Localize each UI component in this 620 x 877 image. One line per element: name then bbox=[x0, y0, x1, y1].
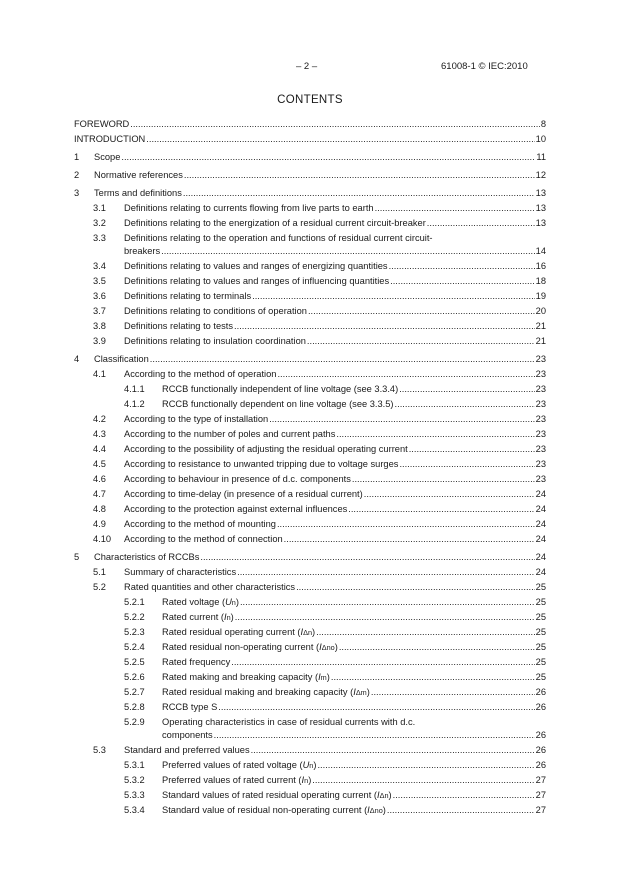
toc-entry-symbol: I bbox=[300, 627, 304, 637]
toc-entry-page: 19 bbox=[535, 291, 546, 301]
toc-entry-line bbox=[124, 502, 546, 517]
toc-entry-page: 24 bbox=[535, 552, 546, 562]
toc-entry-title: Rated voltage (Un) bbox=[162, 597, 239, 607]
toc-entry-page: 23 bbox=[535, 414, 546, 424]
toc-entry-line bbox=[124, 442, 546, 457]
toc-entry-title: INTRODUCTION bbox=[74, 134, 146, 144]
toc-entry[interactable] bbox=[74, 670, 546, 685]
toc-entry-title: According to the type of installation bbox=[124, 414, 269, 424]
toc-entry-subscript: Δm bbox=[355, 688, 367, 697]
toc-entry-number: 5.2.5 bbox=[124, 657, 145, 667]
toc-leader-dots bbox=[234, 319, 535, 334]
toc-entry[interactable] bbox=[74, 201, 546, 216]
toc-leader-dots bbox=[231, 655, 534, 670]
toc-entry-number: 5.2.6 bbox=[124, 672, 145, 682]
toc-entry-page: 12 bbox=[535, 170, 546, 180]
toc-entry-line bbox=[94, 550, 546, 565]
toc-entry-number: 4.6 bbox=[93, 474, 106, 484]
toc-entry[interactable] bbox=[74, 595, 546, 610]
toc-entry-title: According to the method of operation bbox=[124, 369, 277, 379]
toc-leader-dots bbox=[150, 352, 535, 367]
toc-leader-dots bbox=[393, 788, 535, 803]
toc-entry-number: 5.2.9 bbox=[124, 717, 145, 727]
toc-leader-dots bbox=[296, 580, 535, 595]
toc-entry[interactable] bbox=[74, 304, 546, 319]
toc-leader-dots bbox=[316, 625, 535, 640]
toc-entry-page: 23 bbox=[535, 399, 546, 409]
toc-entry-number: 5 bbox=[74, 552, 80, 562]
toc-entry-page: 20 bbox=[535, 306, 546, 316]
toc-entry-line bbox=[162, 595, 546, 610]
toc-entry-subscript: n bbox=[309, 761, 314, 770]
toc-entry[interactable] bbox=[74, 550, 546, 565]
toc-entry-title: Classification bbox=[94, 354, 149, 364]
toc-entry-title: Preferred values of rated voltage (Un) bbox=[162, 760, 317, 770]
toc-entry-line bbox=[124, 457, 546, 472]
toc-entry-subscript: n bbox=[231, 598, 236, 607]
toc-entry-number: 3.2 bbox=[93, 218, 106, 228]
toc-leader-dots bbox=[312, 773, 534, 788]
toc-leader-dots bbox=[146, 132, 534, 147]
toc-entry-line bbox=[124, 201, 546, 216]
toc-leader-dots bbox=[399, 457, 534, 472]
toc-entry-line bbox=[74, 132, 546, 147]
toc-entry-number: 5.3.4 bbox=[124, 805, 145, 815]
toc-entry-page: 23 bbox=[535, 474, 546, 484]
toc-entry-page: 16 bbox=[535, 261, 546, 271]
toc-entry-number: 5.2.7 bbox=[124, 687, 145, 697]
toc-entry-title: Standard values of rated residual operating current (IΔn) bbox=[162, 790, 392, 800]
toc-entry[interactable] bbox=[74, 532, 546, 547]
toc-entry[interactable] bbox=[74, 517, 546, 532]
toc-entry-subscript: m bbox=[320, 673, 327, 682]
toc-entry[interactable] bbox=[74, 186, 546, 201]
toc-entry[interactable] bbox=[74, 640, 546, 655]
toc-entry-title: Standard and preferred values bbox=[124, 745, 250, 755]
toc-entry-number: 4.3 bbox=[93, 429, 106, 439]
toc-entry-title: According to behaviour in presence of d.c. components bbox=[124, 474, 351, 484]
toc-entry-title: Summary of characteristics bbox=[124, 567, 237, 577]
toc-entry[interactable] bbox=[74, 685, 546, 700]
toc-entry-line bbox=[124, 244, 546, 259]
toc-leader-dots bbox=[235, 610, 535, 625]
toc-entry-title: Terms and definitions bbox=[94, 188, 182, 198]
toc-entry-title: Rated residual non-operating current (IΔno) bbox=[162, 642, 338, 652]
toc-entry-symbol: I bbox=[318, 672, 321, 682]
toc-leader-dots bbox=[375, 201, 535, 216]
toc-entry-line bbox=[124, 216, 546, 231]
toc-entry-page: 13 bbox=[535, 203, 546, 213]
toc-entry-number: 3.7 bbox=[93, 306, 106, 316]
toc-entry-number: 3.6 bbox=[93, 291, 106, 301]
toc-entry-line bbox=[124, 319, 546, 334]
toc-entry-number: 5.1 bbox=[93, 567, 106, 577]
toc-leader-dots bbox=[308, 304, 535, 319]
toc-entry-number: 4.10 bbox=[93, 534, 112, 544]
toc-entry-line bbox=[162, 655, 546, 670]
toc-entry-page: 27 bbox=[535, 775, 546, 785]
toc-entry-title: According to the protection against external influences bbox=[124, 504, 348, 514]
toc-entry-number: 5.3.3 bbox=[124, 790, 145, 800]
toc-entry[interactable] bbox=[74, 319, 546, 334]
toc-entry-line bbox=[162, 670, 546, 685]
toc-entry[interactable] bbox=[74, 803, 546, 818]
toc-entry-number: 5.3 bbox=[93, 745, 106, 755]
toc-entry[interactable] bbox=[74, 487, 546, 502]
toc-leader-dots bbox=[130, 117, 540, 132]
toc-entry-title: components bbox=[162, 730, 213, 740]
toc-entry-line bbox=[162, 803, 546, 818]
toc-entry-line bbox=[162, 700, 546, 715]
toc-entry-line bbox=[124, 427, 546, 442]
toc-entry-line bbox=[124, 367, 546, 382]
toc-entry-symbol: U bbox=[302, 760, 310, 770]
toc-entry-line bbox=[162, 610, 546, 625]
toc-entry[interactable] bbox=[74, 397, 546, 412]
toc-entry-line bbox=[124, 274, 546, 289]
toc-entry-subscript: Δno bbox=[321, 643, 335, 652]
toc-entry[interactable] bbox=[74, 427, 546, 442]
toc-entry-page: 23 bbox=[535, 354, 546, 364]
toc-entry-page: 24 bbox=[535, 489, 546, 499]
toc-entry[interactable] bbox=[74, 289, 546, 304]
toc-entry[interactable] bbox=[74, 216, 546, 231]
toc-entry-title: Definitions relating to values and ranges of influencing quantities bbox=[124, 276, 390, 286]
toc-entry-line bbox=[162, 758, 546, 773]
toc-entry-title: breakers bbox=[124, 246, 161, 256]
toc-entry-number: 4.8 bbox=[93, 504, 106, 514]
toc-entry-page: 18 bbox=[535, 276, 546, 286]
toc-entry-line bbox=[94, 168, 546, 183]
toc-entry-title: According to the method of connection bbox=[124, 534, 283, 544]
toc-entry-page: 25 bbox=[535, 657, 546, 667]
toc-entry[interactable] bbox=[74, 117, 546, 132]
toc-entry-number: 5.2.4 bbox=[124, 642, 145, 652]
toc-entry[interactable] bbox=[74, 715, 546, 743]
toc-entry-number: 4.1.2 bbox=[124, 399, 145, 409]
page-title: CONTENTS bbox=[277, 94, 343, 106]
toc-leader-dots bbox=[399, 382, 534, 397]
toc-entry-line bbox=[124, 304, 546, 319]
toc-leader-dots bbox=[183, 186, 535, 201]
toc-entry-title: According to the possibility of adjusting the residual operating current bbox=[124, 444, 408, 454]
toc-entry[interactable] bbox=[74, 773, 546, 788]
toc-entry-title: According to time-delay (in presence of a residual current) bbox=[124, 489, 363, 499]
toc-entry-line bbox=[124, 472, 546, 487]
toc-entry-number: 4 bbox=[74, 354, 80, 364]
toc-entry-line bbox=[124, 565, 546, 580]
toc-entry-page: 23 bbox=[535, 384, 546, 394]
toc-entry-page: 26 bbox=[535, 687, 546, 697]
toc-entry-line bbox=[162, 625, 546, 640]
toc-entry-page: 23 bbox=[535, 459, 546, 469]
toc-entry-line bbox=[162, 640, 546, 655]
toc-entry[interactable] bbox=[74, 168, 546, 183]
toc-entry-page: 24 bbox=[535, 567, 546, 577]
toc-entry-page: 27 bbox=[535, 790, 546, 800]
toc-entry-symbol: U bbox=[225, 597, 232, 607]
toc-entry-page: 23 bbox=[535, 429, 546, 439]
toc-entry-title: Definitions relating to currents flowing from live parts to earth bbox=[124, 203, 374, 213]
toc-entry[interactable] bbox=[74, 502, 546, 517]
toc-leader-dots bbox=[184, 168, 535, 183]
toc-entry-page: 26 bbox=[535, 745, 546, 755]
toc-entry-line bbox=[94, 186, 546, 201]
toc-entry[interactable] bbox=[74, 334, 546, 349]
toc-entry-page: 11 bbox=[536, 152, 546, 162]
toc-leader-dots bbox=[427, 216, 535, 231]
toc-leader-dots bbox=[395, 397, 535, 412]
toc-entry-title: Characteristics of RCCBs bbox=[94, 552, 200, 562]
toc-entry-number: 5.2.1 bbox=[124, 597, 145, 607]
toc-entry-number: 5.2 bbox=[93, 582, 106, 592]
toc-entry-number: 5.3.2 bbox=[124, 775, 145, 785]
toc-leader-dots bbox=[237, 565, 535, 580]
toc-entry-number: 4.1.1 bbox=[124, 384, 145, 394]
toc-entry[interactable] bbox=[74, 457, 546, 472]
toc-entry-number: 5.2.2 bbox=[124, 612, 145, 622]
toc-entry-title: Definitions relating to conditions of operation bbox=[124, 306, 307, 316]
toc-leader-dots bbox=[251, 743, 535, 758]
toc-entry-title: According to resistance to unwanted tripping due to voltage surges bbox=[124, 459, 399, 469]
toc-entry-page: 14 bbox=[535, 246, 546, 256]
toc-entry-line bbox=[124, 517, 546, 532]
toc-entry-title-line1: Operating characteristics in case of residual currents with d.c. bbox=[162, 717, 416, 727]
toc-entry-page: 26 bbox=[535, 760, 546, 770]
toc-entry[interactable] bbox=[74, 472, 546, 487]
toc-entry-title: Rated making and breaking capacity (Im) bbox=[162, 672, 330, 682]
toc-leader-dots bbox=[331, 670, 535, 685]
toc-leader-dots bbox=[389, 259, 535, 274]
toc-entry-page: 25 bbox=[535, 672, 546, 682]
toc-entry-line bbox=[94, 150, 546, 165]
toc-entry-line bbox=[124, 334, 546, 349]
toc-entry[interactable] bbox=[74, 743, 546, 758]
toc-entry-title: Definitions relating to tests bbox=[124, 321, 234, 331]
toc-entry-title: FOREWORD bbox=[74, 119, 130, 129]
toc-entry-page: 25 bbox=[535, 627, 546, 637]
toc-entry-number: 3.3 bbox=[93, 233, 106, 243]
toc-entry-title: Standard value of residual non-operating current (IΔno) bbox=[162, 805, 386, 815]
toc-entry-page: 26 bbox=[535, 702, 546, 712]
toc-entry[interactable] bbox=[74, 382, 546, 397]
toc-entry-subscript: Δn bbox=[303, 628, 313, 637]
toc-leader-dots bbox=[339, 640, 535, 655]
toc-entry[interactable] bbox=[74, 367, 546, 382]
toc-entry[interactable] bbox=[74, 150, 546, 165]
toc-entry-line bbox=[124, 743, 546, 758]
toc-entry[interactable] bbox=[74, 259, 546, 274]
toc-leader-dots bbox=[307, 334, 535, 349]
toc-entry-page: 24 bbox=[535, 519, 546, 529]
toc-entry-page: 27 bbox=[535, 805, 546, 815]
toc-entry[interactable] bbox=[74, 655, 546, 670]
toc-leader-dots bbox=[409, 442, 535, 457]
toc-entry-line bbox=[74, 117, 546, 132]
toc-entry-line bbox=[124, 532, 546, 547]
toc-leader-dots bbox=[200, 550, 534, 565]
toc-entry-number: 3.5 bbox=[93, 276, 106, 286]
toc-entry-page: 21 bbox=[535, 336, 546, 346]
toc-entry-line bbox=[162, 728, 546, 743]
toc-entry[interactable] bbox=[74, 565, 546, 580]
toc-leader-dots bbox=[277, 517, 535, 532]
toc-entry-title: Preferred values of rated current (In) bbox=[162, 775, 312, 785]
toc-entry-symbol: I bbox=[367, 805, 370, 815]
toc-entry-title: RCCB functionally independent of line voltage (see 3.3.4) bbox=[162, 384, 399, 394]
toc-entry-line bbox=[162, 788, 546, 803]
toc-leader-dots bbox=[336, 427, 534, 442]
toc-entry-number: 5.2.8 bbox=[124, 702, 145, 712]
toc-entry-number: 3.1 bbox=[93, 203, 106, 213]
toc-entry-line bbox=[162, 685, 546, 700]
toc-entry-number: 5.2.3 bbox=[124, 627, 145, 637]
toc-entry-symbol: I bbox=[377, 790, 380, 800]
toc-leader-dots bbox=[317, 758, 534, 773]
toc-entry-page: 10 bbox=[535, 134, 546, 144]
toc-entry[interactable] bbox=[74, 788, 546, 803]
toc-leader-dots bbox=[390, 274, 535, 289]
toc-entry-line bbox=[162, 382, 546, 397]
toc-entry-number: 3.8 bbox=[93, 321, 106, 331]
toc-entry-title: Normative references bbox=[94, 170, 183, 180]
toc-entry-page: 13 bbox=[535, 218, 546, 228]
toc-entry-title: Rated residual making and breaking capacity (IΔm) bbox=[162, 687, 370, 697]
toc-entry-page: 13 bbox=[535, 188, 546, 198]
toc-entry[interactable] bbox=[74, 610, 546, 625]
toc-entry[interactable] bbox=[74, 412, 546, 427]
toc-leader-dots bbox=[218, 700, 534, 715]
toc-leader-dots bbox=[284, 532, 535, 547]
toc-entry-title: Definitions relating to terminals bbox=[124, 291, 252, 301]
toc-leader-dots bbox=[371, 685, 535, 700]
toc-entry[interactable] bbox=[74, 442, 546, 457]
toc-entry-line bbox=[124, 580, 546, 595]
toc-entry-symbol: I bbox=[353, 687, 356, 697]
toc-entry-subscript: Δn bbox=[379, 791, 389, 800]
toc-entry-line bbox=[124, 412, 546, 427]
toc-entry-page: 26 bbox=[535, 730, 546, 740]
toc-entry[interactable] bbox=[74, 274, 546, 289]
toc-entry-page: 25 bbox=[535, 642, 546, 652]
toc-entry-symbol: I bbox=[301, 775, 305, 785]
toc-entry-number: 3.4 bbox=[93, 261, 106, 271]
toc-entry-page: 25 bbox=[535, 582, 546, 592]
toc-leader-dots bbox=[364, 487, 535, 502]
toc-entry-line bbox=[162, 773, 546, 788]
toc-leader-dots bbox=[348, 502, 534, 517]
toc-leader-dots bbox=[161, 244, 534, 259]
toc-entry-line bbox=[124, 259, 546, 274]
toc-leader-dots bbox=[277, 367, 534, 382]
toc-entry-page: 23 bbox=[535, 369, 546, 379]
toc-entry-page: 23 bbox=[535, 444, 546, 454]
toc-entry-number: 5.3.1 bbox=[124, 760, 145, 770]
toc-entry-number: 4.5 bbox=[93, 459, 106, 469]
toc-entry-title: Rated current (In) bbox=[162, 612, 234, 622]
toc-entry-title: According to the method of mounting bbox=[124, 519, 276, 529]
toc-entry-title: Rated frequency bbox=[162, 657, 231, 667]
toc-entry-number: 3 bbox=[74, 188, 80, 198]
toc-entry-title: RCCB functionally dependent on line voltage (see 3.3.5) bbox=[162, 399, 394, 409]
toc-entry-title: Definitions relating to values and ranges of energizing quantities bbox=[124, 261, 388, 271]
toc-entry-title: RCCB type S bbox=[162, 702, 218, 712]
toc-leader-dots bbox=[387, 803, 535, 818]
toc-entry-subscript: n bbox=[226, 613, 231, 622]
toc-entry-page: 8 bbox=[540, 119, 546, 129]
toc-entry-line bbox=[124, 289, 546, 304]
toc-entry-number: 3.9 bbox=[93, 336, 106, 346]
toc-entry-subscript: n bbox=[304, 776, 309, 785]
toc-entry-number: 4.7 bbox=[93, 489, 106, 499]
page-number: – 2 – bbox=[296, 61, 318, 72]
toc-entry-line bbox=[94, 352, 546, 367]
toc-entry[interactable] bbox=[74, 580, 546, 595]
standard-reference: 61008-1 © IEC:2010 bbox=[441, 61, 528, 72]
toc-entry-page: 21 bbox=[535, 321, 546, 331]
toc-entry-line bbox=[162, 397, 546, 412]
toc-entry[interactable] bbox=[74, 231, 546, 259]
toc-entry-number: 2 bbox=[74, 170, 80, 180]
toc-entry-number: 4.4 bbox=[93, 444, 106, 454]
toc-entry-number: 4.1 bbox=[93, 369, 106, 379]
toc-entry-number: 4.9 bbox=[93, 519, 106, 529]
toc-entry[interactable] bbox=[74, 625, 546, 640]
toc-leader-dots bbox=[214, 728, 535, 743]
toc-entry-title: Definitions relating to insulation coordination bbox=[124, 336, 306, 346]
toc-entry-title: Definitions relating to the energization of a residual current circuit-breaker bbox=[124, 218, 426, 228]
toc-entry-number: 1 bbox=[74, 152, 80, 162]
table-of-contents bbox=[74, 117, 546, 818]
toc-entry-title: According to the number of poles and current paths bbox=[124, 429, 336, 439]
toc-entry-title: Rated residual operating current (IΔn) bbox=[162, 627, 316, 637]
toc-leader-dots bbox=[121, 150, 535, 165]
toc-leader-dots bbox=[240, 595, 535, 610]
toc-entry-line bbox=[124, 487, 546, 502]
toc-leader-dots bbox=[269, 412, 534, 427]
toc-entry-number: 4.2 bbox=[93, 414, 106, 424]
toc-entry-page: 25 bbox=[535, 597, 546, 607]
toc-entry-title: Scope bbox=[94, 152, 121, 162]
toc-entry-symbol: I bbox=[224, 612, 227, 622]
toc-entry[interactable] bbox=[74, 132, 546, 147]
toc-entry-subscript: Δno bbox=[369, 806, 383, 815]
toc-entry[interactable] bbox=[74, 352, 546, 367]
toc-entry[interactable] bbox=[74, 758, 546, 773]
toc-leader-dots bbox=[352, 472, 535, 487]
toc-leader-dots bbox=[252, 289, 535, 304]
toc-entry[interactable] bbox=[74, 700, 546, 715]
toc-entry-page: 24 bbox=[535, 534, 546, 544]
toc-entry-symbol: I bbox=[319, 642, 322, 652]
toc-entry-title: Rated quantities and other characteristics bbox=[124, 582, 296, 592]
toc-entry-page: 25 bbox=[535, 612, 546, 622]
toc-entry-page: 24 bbox=[535, 504, 546, 514]
toc-entry-title-line1: Definitions relating to the operation and functions of residual current circuit- bbox=[124, 233, 433, 243]
